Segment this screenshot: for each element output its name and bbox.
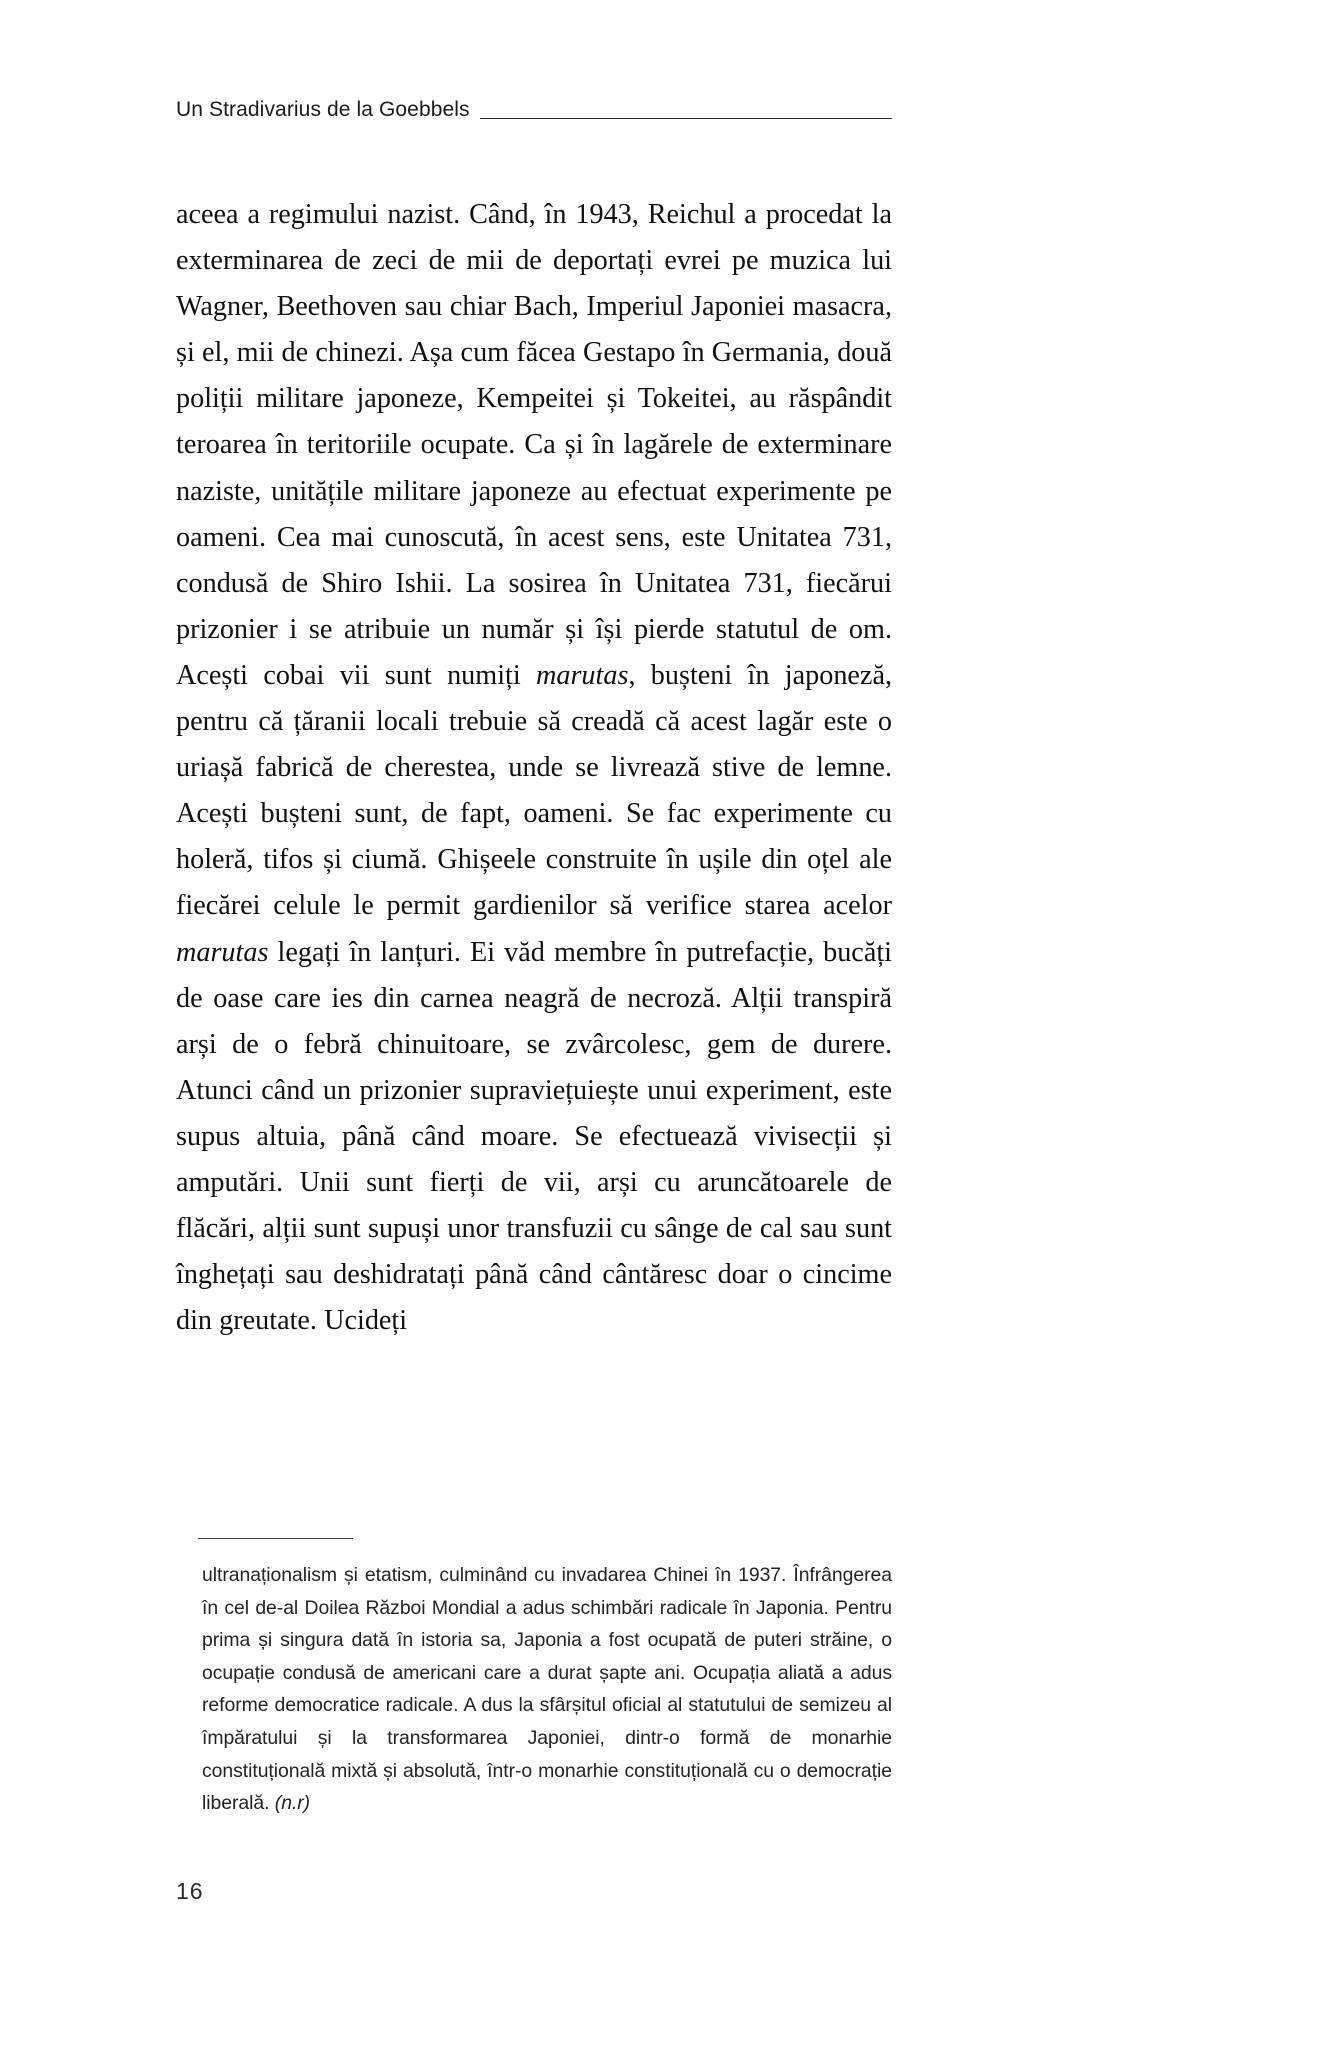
- footnote-paragraph: [176, 1559, 892, 1820]
- body-text-column: [176, 192, 892, 1344]
- body-paragraph: [176, 192, 892, 1344]
- italic-term-marutas-2: marutas: [176, 936, 269, 968]
- italic-term-marutas-1: marutas: [536, 659, 629, 691]
- footnote-block: [176, 1538, 892, 1820]
- body-text-segment-1: aceea a regimului nazist. Când, în 1943, Reichul a procedat la exterminarea de zeci de mii de deportați evrei pe muzica lui Wagner, Beethoven sau chiar Bach, Imperiul Japoniei masacra, și el, mii de chinezi. Așa cum făcea Gestapo în Germania, două poliții militare japoneze, Kempeitei și Tokeitei, au răspândit teroarea în teritoriile ocupate. Ca și în lagărele de exterminare naziste, unitățile militare japoneze au efectuat experimente pe oameni. Cea mai cunoscută, în acest sens, este Unitatea 731, condusă de Shiro Ishii. La sosirea în Unitatea 731, fiecărui prizonier i se atribuie un număr și își pierde statutul de om. Acești cobai vii sunt numiți: [176, 199, 892, 691]
- page-number: 16: [176, 1878, 204, 1904]
- footnote-body-text: ultranaționalism și etatism, culminând cu invadarea Chinei în 1937. Înfrângerea în cel de-al Doilea Război Mondial a adus schimbări radicale în Japonia. Pentru prima și singura dată în istoria sa, Japonia a fost ocupată de puteri străine, o ocupație condusă de americani care a durat șapte ani. Ocupația aliată a adus reforme democratice radicale. A dus la sfârșitul oficial al statutului de semizeu al împăratului și la transformarea Japoniei, dintr-o formă de monarhie constituțională mixtă și absolută, într-o monarhie constituțională cu o democrație liberală.: [202, 1564, 892, 1815]
- footnote-separator-rule: [198, 1538, 353, 1539]
- body-text-segment-3: legați în lanțuri. Ei văd membre în putrefacție, bucăți de oase care ies din carnea neagră de necroză. Alții transpiră arși de o febră chinuitoare, se zvârcolesc, gem de durere. Atunci când un prizonier supraviețuiește unui experiment, este supus altuia, până când moare. Se efectuează vivisecții și amputări. Unii sunt fierți de vii, arși cu aruncătoarele de flăcări, alții sunt supuși unor transfuzii cu sânge de cal sau sunt înghețați sau deshidratați până când cântăresc doar o cincime din greutate. Ucideți: [176, 936, 892, 1337]
- running-header: [176, 98, 892, 122]
- running-header-rule: [480, 118, 892, 119]
- body-text-segment-2: , bușteni în japoneză, pentru că țăranii locali trebuie să creadă că acest lagăr este o uriașă fabrică de cherestea, unde se livrează stive de lemne. Acești bușteni sunt, de fapt, oameni. Se fac experimente cu holeră, tifos și ciumă. Ghișeele construite în ușile din oțel ale fiecărei celule le permit gardienilor să verifice starea acelor: [176, 659, 892, 922]
- footnote-attribution: (n.r): [274, 1792, 311, 1815]
- running-header-title: Un Stradivarius de la Goebbels: [176, 98, 470, 121]
